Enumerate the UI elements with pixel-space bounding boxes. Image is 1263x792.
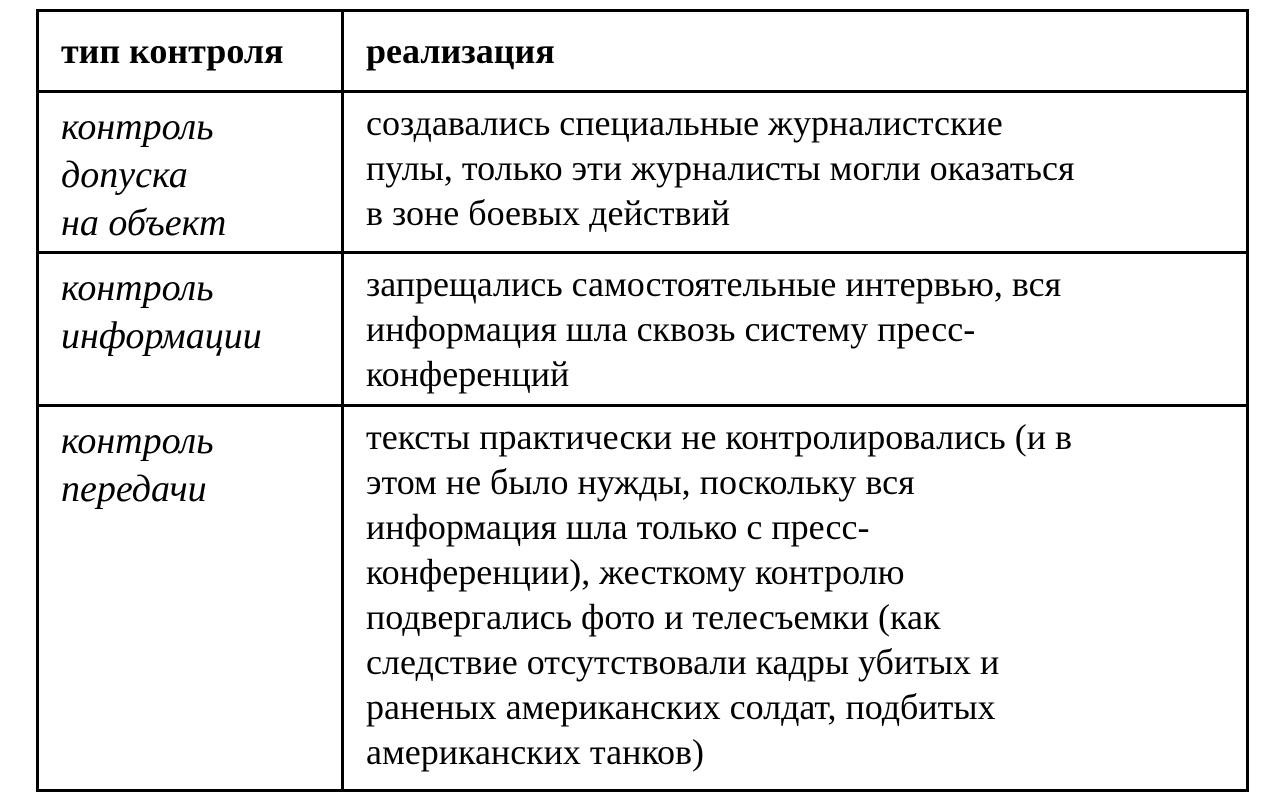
control-types-table bbox=[36, 9, 1249, 792]
control-type-cell: контроль передачи bbox=[38, 406, 343, 791]
implementation-cell: запрещались самостоятельные интервью, вся информация шла сквозь систему пресс- конференций bbox=[343, 253, 1248, 406]
control-type-cell: контроль допуска на объект bbox=[38, 92, 343, 253]
table-row bbox=[38, 92, 1248, 253]
header-implementation: реализация bbox=[343, 11, 1248, 92]
control-type-cell: контроль информации bbox=[38, 253, 343, 406]
implementation-cell: создавались специальные журналистские пулы, только эти журналисты могли оказаться в зоне боевых действий bbox=[343, 92, 1248, 253]
table-row bbox=[38, 253, 1248, 406]
implementation-cell: тексты практически не контролировались (и в этом не было нужды, поскольку вся информация шла только с пресс- конференции), жесткому контролю подвергались фото и телесъемки (как следствие отсутствовали кадры убитых и раненых американских солдат, подбитых американских танков) bbox=[343, 406, 1248, 791]
table-header-row bbox=[38, 11, 1248, 92]
header-control-type: тип контроля bbox=[38, 11, 343, 92]
table-row bbox=[38, 406, 1248, 791]
